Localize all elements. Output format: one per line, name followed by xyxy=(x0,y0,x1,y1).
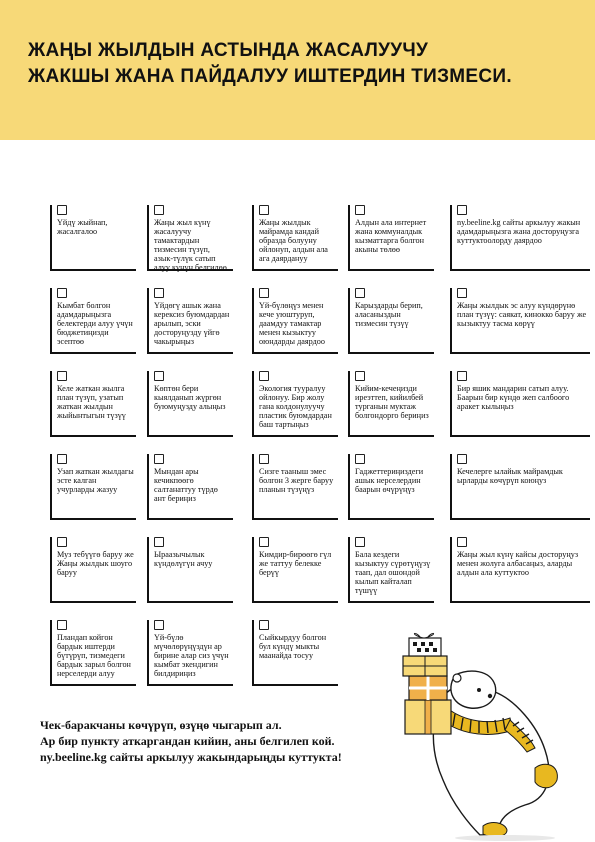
checklist-item xyxy=(450,537,590,603)
checkbox[interactable] xyxy=(457,537,467,547)
checkbox[interactable] xyxy=(457,371,467,381)
checkbox[interactable] xyxy=(57,205,67,215)
checklist-item xyxy=(450,205,590,271)
checklist-item-text: Алдын ала интернет жана коммуналдык кызматтарга болгон акыны төлөө xyxy=(355,218,427,254)
checkbox[interactable] xyxy=(259,537,269,547)
checkbox[interactable] xyxy=(259,371,269,381)
footer-line-3: ny.beeline.kg сайты аркылуу жакындарыңды куттукта! xyxy=(40,750,342,764)
checkbox[interactable] xyxy=(259,288,269,298)
checklist-item-text: Кечелерге ылайык майрамдык ырларды көчүрүп коюңуз xyxy=(457,467,563,485)
checkbox[interactable] xyxy=(154,620,164,630)
checklist-item xyxy=(147,371,233,437)
checklist-item-text: Сизге тааныш эмес болгон 3 жерге баруу планын түзүңүз xyxy=(259,467,334,494)
checklist-item xyxy=(450,288,590,354)
checklist-item-text: Пландап койгон бардык иштерди бүтүрүп, тизмедеги бардык зарыл болгон нерселерди алуу xyxy=(57,633,131,678)
checklist-item-text: Карыздарды берип, аласаныздын тизмесин түзүү xyxy=(355,301,423,328)
checkbox[interactable] xyxy=(57,371,67,381)
checklist-item xyxy=(147,454,233,520)
checkbox[interactable] xyxy=(259,620,269,630)
checklist-item xyxy=(450,371,590,437)
checkbox[interactable] xyxy=(355,205,365,215)
checklist-item-text: ny.beeline.kg сайты аркылуу жакын адамдарыңызга жана досторуңузга куттуктоолорду даярдоо xyxy=(457,218,581,245)
checklist-item xyxy=(147,288,233,354)
bear-with-gifts-illustration xyxy=(395,630,595,842)
checklist-item-text: Муз тебүүгө баруу же Жаңы жылдык шоуго баруу xyxy=(57,550,134,577)
checklist-item xyxy=(450,454,590,520)
checklist-item xyxy=(348,371,434,437)
footer-line-2: Ар бир пункту аткаргандан кийин, аны белгилеп кой. xyxy=(40,734,335,748)
checkbox[interactable] xyxy=(457,205,467,215)
checklist-item-text: Үйдөгү ашык жана керексиз буюмдардан арылып, эски досторуңузду үйгө чакырыңыз xyxy=(154,301,230,346)
checklist-item-text: Жаңы жылдык эс алуу күндөрүнө план түзүү: саякат, кинокко баруу же кызыктуу тасма көрүү xyxy=(457,301,587,328)
checkbox[interactable] xyxy=(355,288,365,298)
checklist-item xyxy=(50,537,136,603)
checklist-item-text: Жаңы жыл күнү жасалуучу тамактардын тизмесин түзүп, азык-түлүк сатып алуу күнүн белгилөө xyxy=(154,218,227,272)
checkbox[interactable] xyxy=(154,288,164,298)
checklist-item xyxy=(50,205,136,271)
checkbox[interactable] xyxy=(57,537,67,547)
checklist-item xyxy=(252,620,338,686)
polar-bear-icon xyxy=(433,671,557,837)
checklist-item-text: Үй-бүлөңүз менен кече уюштуруп, даамдуу тамактар менен кызыктуу оюндарды даярдоо xyxy=(259,301,325,346)
checkbox[interactable] xyxy=(57,620,67,630)
checklist-item-text: Мындан ары кечикпөөгө салтанаттуу түрдө ант бериңиз xyxy=(154,467,218,503)
checklist-item xyxy=(252,288,338,354)
checklist-item-text: Экология тууралуу ойлонуу. Бир жолу гана колдонулуучу пластик буюмдардан баш тартыңыз xyxy=(259,384,332,429)
checklist-item xyxy=(147,537,233,603)
checkbox[interactable] xyxy=(457,454,467,464)
checkbox[interactable] xyxy=(355,454,365,464)
checkbox[interactable] xyxy=(154,205,164,215)
checklist-item xyxy=(147,205,233,271)
checklist-item-text: Жаңы жылдык майрамда кандай образда болууну ойлонуп, алдын ала ага даярдануу xyxy=(259,218,328,263)
checklist-item-text: Бала кездеги кызыктуу сүрөтүңүзү таап, дал ошондой кылып кайталап түшүү xyxy=(355,550,431,595)
checklist-item xyxy=(147,620,233,686)
checklist-item xyxy=(50,288,136,354)
checkbox[interactable] xyxy=(57,454,67,464)
checklist-item-text: Ыраазычылык күндөлүгүн ачуу xyxy=(154,550,213,568)
footer-line-1: Чек-баракчаны көчүрүп, өзүңө чыгарып ал. xyxy=(40,718,282,732)
checklist-item-text: Кымбат болгон адамдарыңызга белектерди алуу үчүн бюджетиңизди эсептөө xyxy=(57,301,133,346)
checklist-item-text: Гаджеттериңиздеги ашык нерселердин баарын өчүрүңүз xyxy=(355,467,424,494)
checklist-item xyxy=(348,537,434,603)
checklist-item-text: Бир яшик мандарин сатып алуу. Баарын бир күндө жеп салбоого аракет кылыңыз xyxy=(457,384,570,411)
checkbox[interactable] xyxy=(154,371,164,381)
checkbox[interactable] xyxy=(355,371,365,381)
checklist-item-text: Үйдү жыйнап, жасалгалоо xyxy=(57,218,108,236)
checklist-item-text: Кимдир-бирөөгө гүл же таттуу белекке берүү xyxy=(259,550,332,577)
checklist-item xyxy=(50,454,136,520)
checkbox[interactable] xyxy=(259,205,269,215)
checklist-item-text: Жаңы жыл күнү кайсы досторуңуз менен жолуга албасаңыз, аларды алдын ала куттуктоо xyxy=(457,550,579,577)
title-line-1: ЖАҢЫ ЖЫЛДЫН АСТЫНДА ЖАСАЛУУЧУ xyxy=(28,40,429,61)
checklist-item xyxy=(50,371,136,437)
title-line-2: ЖАКШЫ ЖАНА ПАЙДАЛУУ ИШТЕРДИН ТИЗМЕСИ. xyxy=(28,66,512,87)
checklist-item xyxy=(252,205,338,271)
checkbox[interactable] xyxy=(259,454,269,464)
checklist-item xyxy=(348,205,434,271)
checkbox[interactable] xyxy=(57,288,67,298)
checklist-item xyxy=(348,454,434,520)
checklist-item-text: Үй-бүлө мүчөлөрүңүздүн ар бирине алар сиз үчүн кымбат экендигин билдириңиз xyxy=(154,633,229,678)
checklist-item xyxy=(252,454,338,520)
footer-instructions xyxy=(40,717,390,765)
checklist-item xyxy=(252,371,338,437)
page-title xyxy=(28,38,588,90)
checklist-item-text: Кийим-кечеңизди иреэттеп, кийилбей турганын муктаж болгондорго бериңиз xyxy=(355,384,429,420)
checklist-item-text: Көптөн бери кыялданып жүргөн буюмуңузду алыңыз xyxy=(154,384,226,411)
checkbox[interactable] xyxy=(355,537,365,547)
checklist-item-text: Келе жаткан жылга план түзүп, узатып жаткан жылдын жыйынтыгын түзүү xyxy=(57,384,126,420)
checklist-item-text: Узап жаткан жылдагы эсте калган учурларды жазуу xyxy=(57,467,134,494)
checkbox[interactable] xyxy=(154,454,164,464)
gift-boxes-icon xyxy=(403,633,451,734)
checkbox[interactable] xyxy=(154,537,164,547)
checklist-item xyxy=(50,620,136,686)
checklist-item xyxy=(252,537,338,603)
checklist-item-text: Сыйкырдуу болгон бул күндү мыкты маанайда тосуу xyxy=(259,633,327,660)
checklist-item xyxy=(348,288,434,354)
checkbox[interactable] xyxy=(457,288,467,298)
